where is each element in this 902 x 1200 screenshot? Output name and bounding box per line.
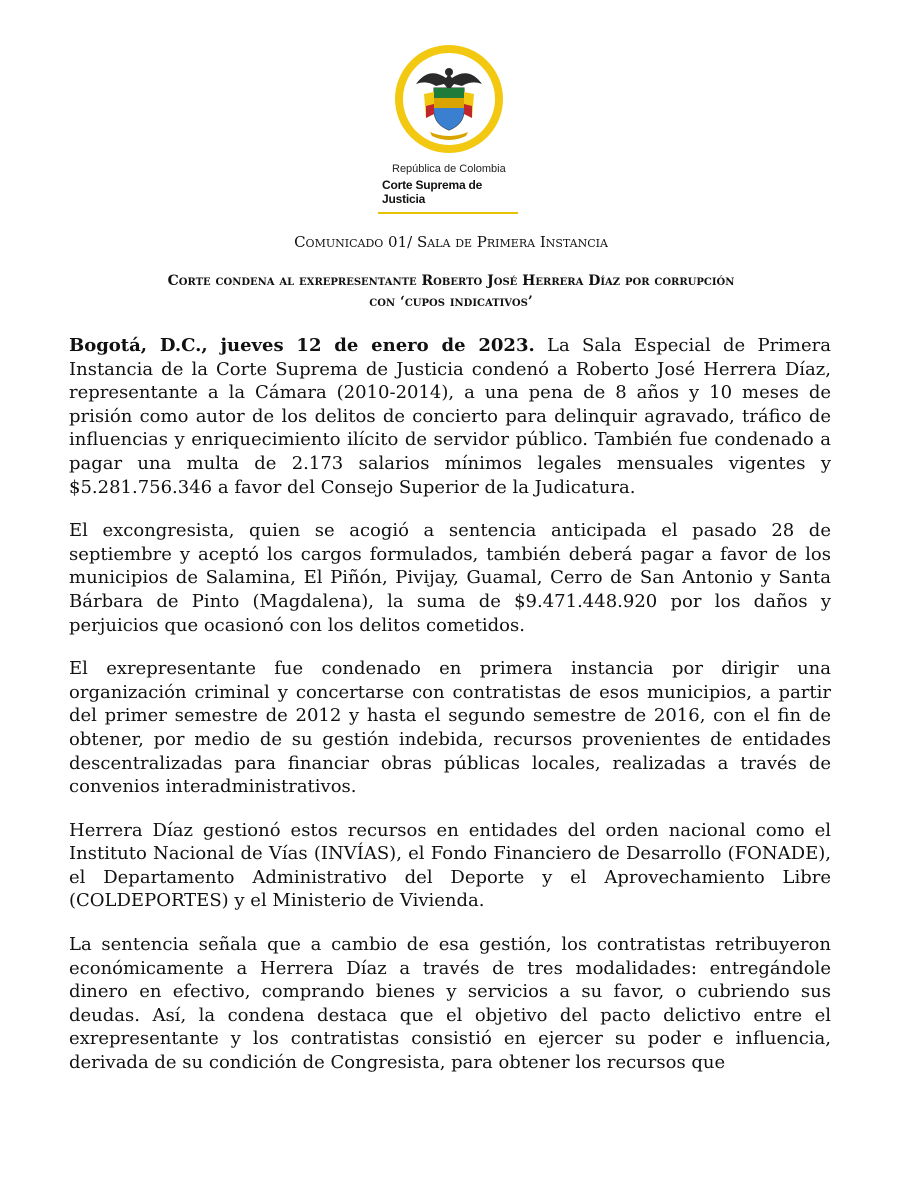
paragraph-5: La sentencia señala que a cambio de esa gestión, los contratistas retribuyeron económicamente a Herrera Díaz a través de tres modalidades: entregándole dinero en efectivo, comprando bienes y servicios a su favor, o cubriendo sus deudas. Así, la condena destaca que el objetivo del pacto delictivo entre el exrepresentante y los contratistas consistió en ejercer su poder e influencia, derivada de su condición de Congresista, para obtener los recursos que xyxy=(69,934,831,1074)
paragraph-3: El exrepresentante fue condenado en primera instancia por dirigir una organización criminal y concertarse con contratistas de esos municipios, a partir del primer semestre de 2012 y hasta el segundo semestre de 2016, con el fin de obtener, por medio de su gestión indebida, recursos provenientes de entidades descentralizadas para financiar obras públicas locales, realizadas a través de convenios interadministrativos. xyxy=(69,658,831,798)
republic-name: República de Colombia xyxy=(392,163,506,175)
title-line-2: con ‘cupos indicativos’ xyxy=(369,294,533,310)
coat-of-arms-seal-icon xyxy=(394,44,504,154)
institution-caption xyxy=(378,163,518,214)
paragraph-1 xyxy=(69,334,831,499)
paragraph-1-text: La Sala Especial de Primera Instancia de la Corte Suprema de Justicia condenó a Roberto José Herrera Díaz, representante a la Cámara (2010-2014), a una pena de 8 años y 10 meses de prisión como autor de los delitos de concierto para delinquir agravado, tráfico de influencias y enriquecimiento ilícito de servidor público. También fue condenado a pagar una multa de 2.173 salarios mínimos legales mensuales vigentes y $5.281.756.346 a favor del Consejo Superior de la Judicatura. xyxy=(69,335,831,498)
title-line-1: Corte condena al exrepresentante Roberto José Herrera Díaz por corrupción xyxy=(167,273,735,289)
header-divider xyxy=(378,212,518,214)
article-body xyxy=(69,334,831,1095)
court-name: Corte Suprema de Justicia xyxy=(382,178,483,206)
paragraph-4: Herrera Díaz gestionó estos recursos en entidades del orden nacional como el Instituto Nacional de Vías (INVÍAS), el Fondo Financiero de Desarrollo (FONADE), el Departamento Administrativo del Deporte y el Aprovechamiento Libre (COLDEPORTES) y el Ministerio de Vivienda. xyxy=(69,819,831,912)
dateline: Bogotá, D.C., jueves 12 de enero de 2023. xyxy=(69,335,535,356)
communique-heading: Comunicado 01/ Sala de Primera Instancia xyxy=(294,233,608,251)
press-release-title xyxy=(60,271,842,313)
paragraph-2: El excongresista, quien se acogió a sentencia anticipada el pasado 28 de septiembre y aceptó los cargos formulados, también deberá pagar a favor de los municipios de Salamina, El Piñón, Pivijay, Guamal, Cerro de San Antonio y Santa Bárbara de Pinto (Magdalena), la suma de $9.471.448.920 por los daños y perjuicios que ocasionó con los delitos cometidos. xyxy=(69,520,831,636)
